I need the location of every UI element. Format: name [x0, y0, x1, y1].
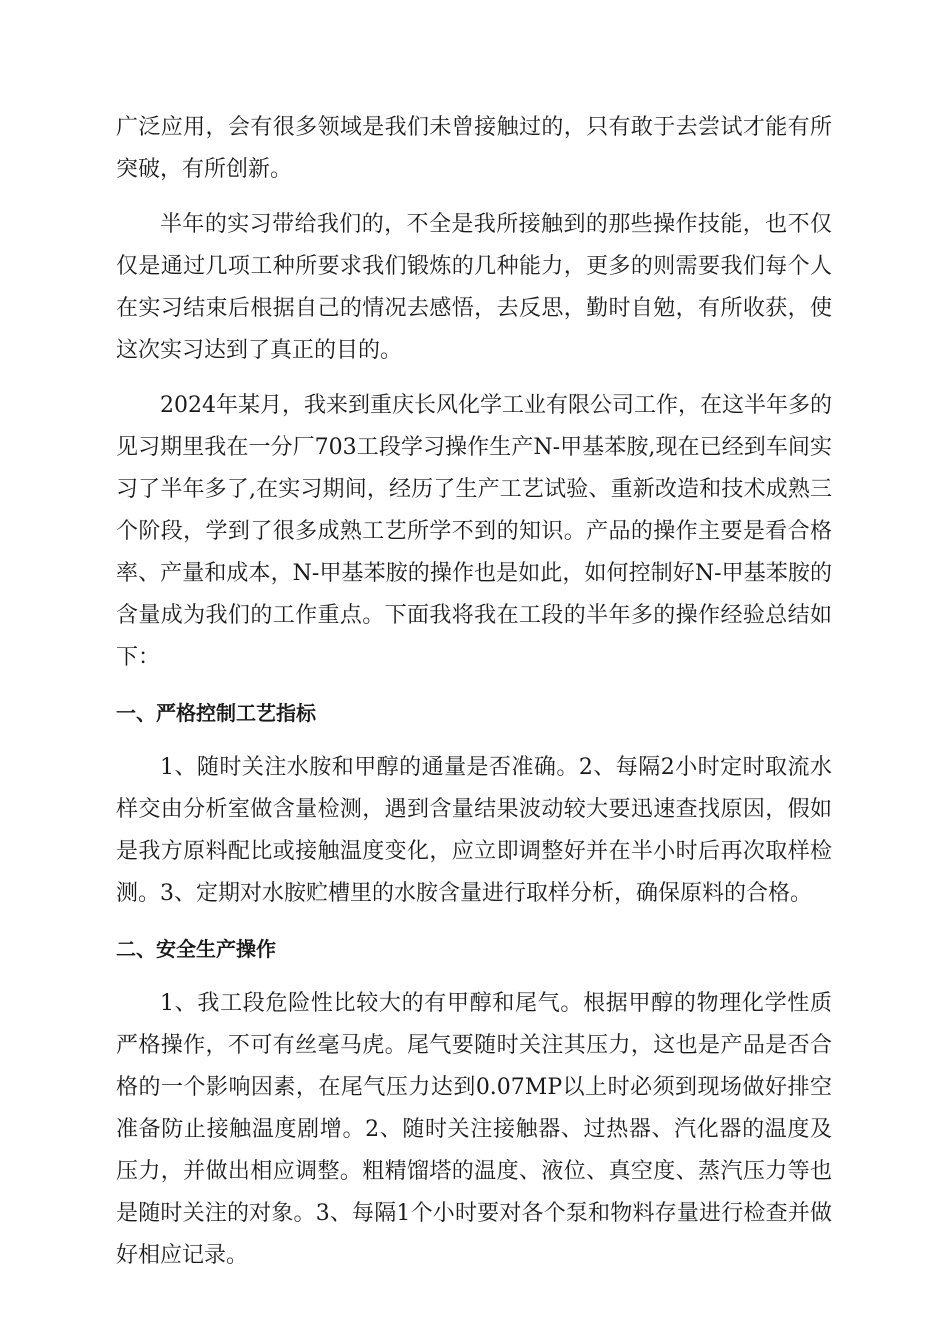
section-heading-safe-operation: 二、安全生产操作	[116, 937, 276, 961]
paragraph-work-introduction: 2024年某月，我来到重庆长风化学工业有限公司工作，在这半年多的见习期里我在一分厂703工段学习操作生产N-甲基苯胺,现在已经到车间实习了半年多了,在实习期间，经历了生产工艺试验、重新改造和技术成熟三个阶段，学到了很多成熟工艺所学不到的知识。产品的操作主要是看合格率、产量和成本，N-甲基苯胺的操作也是如此，如何控制好N-甲基苯胺的含量成为我们的工作重点。下面我将我在工段的半年多的操作经验总结如下：	[116, 393, 832, 670]
section-body-process-control: 1、随时关注水胺和甲醇的通量是否准确。2、每隔2小时定时取流水样交由分析室做含量检测，遇到含量结果波动较大要迅速查找原因，假如是我方原料配比或接触温度变化，应立即调整好并在半小时后再次取样检测。3、定期对水胺贮槽里的水胺含量进行取样分析，确保原料的合格。	[116, 755, 832, 906]
paragraph-continuation: 广泛应用，会有很多领域是我们未曾接触过的，只有敢于去尝试才能有所突破，有所创新。	[116, 115, 832, 182]
section-body-safe-operation: 1、我工段危险性比较大的有甲醇和尾气。根据甲醇的物理化学性质严格操作，不可有丝毫马虎。尾气要随时关注其压力，这也是产品是否合格的一个影响因素，在尾气压力达到0.07MP以上时必须到现场做好排空准备防止接触温度剧增。2、随时关注接触器、过热器、汽化器的温度及压力，并做出相应调整。粗精馏塔的温度、液位、真空度、蒸汽压力等也是随时关注的对象。3、每隔1个小时要对各个泵和物料存量进行检查并做好相应记录。	[116, 991, 832, 1268]
document-page	[116, 107, 832, 1290]
paragraph-internship-reflection: 半年的实习带给我们的，不全是我所接触到的那些操作技能，也不仅仅是通过几项工种所要求我们锻炼的几种能力，更多的则需要我们每个人在实习结束后根据自己的情况去感悟，去反思，勤时自勉，有所收获，使这次实习达到了真正的目的。	[116, 212, 832, 363]
section-heading-process-control: 一、严格控制工艺指标	[116, 701, 316, 725]
